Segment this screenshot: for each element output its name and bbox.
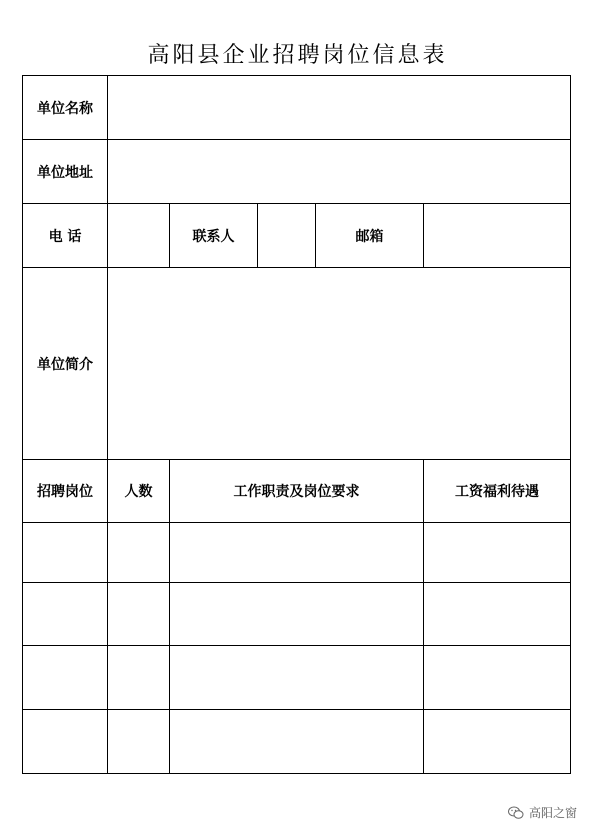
job-count-cell[interactable] <box>108 710 170 774</box>
company-intro-label: 单位简介 <box>23 268 108 460</box>
company-address-label: 单位地址 <box>23 140 108 204</box>
job-salary-cell[interactable] <box>424 710 571 774</box>
job-duties-cell[interactable] <box>170 583 424 646</box>
phone-field[interactable] <box>108 204 170 268</box>
header-salary: 工资福利待遇 <box>424 460 571 523</box>
header-position: 招聘岗位 <box>23 460 108 523</box>
job-position-cell[interactable] <box>23 583 108 646</box>
job-info-form <box>22 75 571 774</box>
watermark-brand: 高阳之窗 <box>528 806 577 820</box>
header-duties: 工作职责及岗位要求 <box>170 460 424 523</box>
company-name-field[interactable] <box>108 76 571 140</box>
company-name-row <box>23 76 571 140</box>
phone-label: 电 话 <box>23 204 108 268</box>
job-position-cell[interactable] <box>23 710 108 774</box>
job-count-cell[interactable] <box>108 583 170 646</box>
contact-row <box>23 204 571 268</box>
company-name-label: 单位名称 <box>23 76 108 140</box>
job-count-cell[interactable] <box>108 523 170 583</box>
job-position-cell[interactable] <box>23 523 108 583</box>
job-row <box>23 583 571 646</box>
contact-field[interactable] <box>258 204 316 268</box>
job-row <box>23 646 571 710</box>
watermark <box>508 804 577 821</box>
job-count-cell[interactable] <box>108 646 170 710</box>
wechat-icon <box>508 806 524 820</box>
company-address-row <box>23 140 571 204</box>
job-duties-cell[interactable] <box>170 646 424 710</box>
job-salary-cell[interactable] <box>424 583 571 646</box>
job-row <box>23 523 571 583</box>
job-table-header-row <box>23 460 571 523</box>
email-field[interactable] <box>424 204 571 268</box>
job-row <box>23 710 571 774</box>
company-address-field[interactable] <box>108 140 571 204</box>
job-salary-cell[interactable] <box>424 523 571 583</box>
job-duties-cell[interactable] <box>170 523 424 583</box>
form-title: 高阳县企业招聘岗位信息表 <box>147 43 448 68</box>
job-position-cell[interactable] <box>23 646 108 710</box>
job-duties-cell[interactable] <box>170 710 424 774</box>
contact-label: 联系人 <box>170 204 258 268</box>
company-intro-row <box>23 268 571 460</box>
job-salary-cell[interactable] <box>424 646 571 710</box>
company-intro-field[interactable] <box>108 268 571 460</box>
email-label: 邮箱 <box>316 204 424 268</box>
header-count: 人数 <box>108 460 170 523</box>
